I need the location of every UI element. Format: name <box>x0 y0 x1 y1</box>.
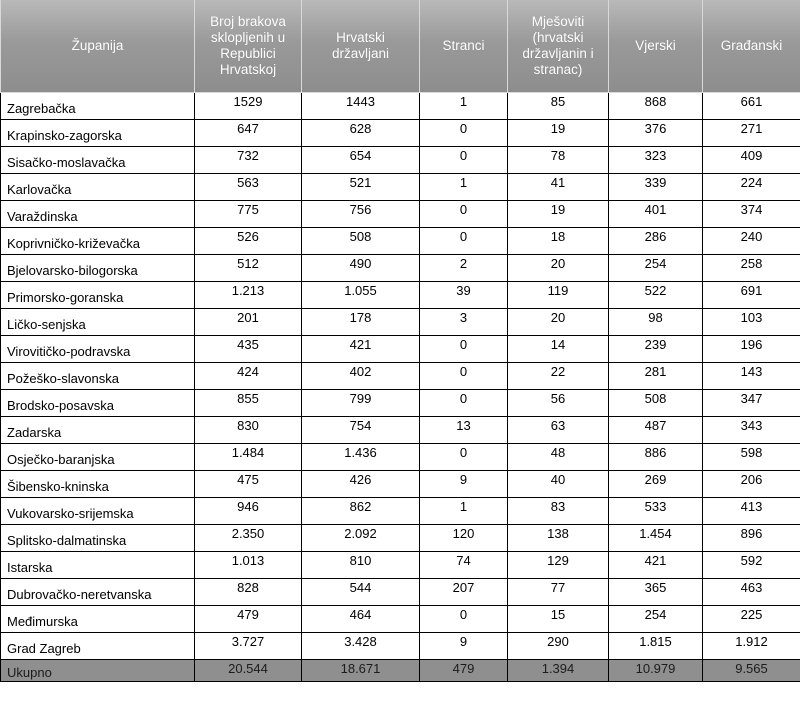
cell-foreign: 0 <box>420 606 508 633</box>
cell-religious: 239 <box>609 336 703 363</box>
cell-total: 1.213 <box>195 282 302 309</box>
cell-civil: 224 <box>703 174 800 201</box>
total-cell-civil: 9.565 <box>703 660 800 682</box>
cell-croatian: 402 <box>302 363 420 390</box>
table-row <box>1 228 800 255</box>
cell-mixed: 78 <box>508 147 609 174</box>
cell-mixed: 15 <box>508 606 609 633</box>
total-row <box>1 660 800 682</box>
cell-mixed: 41 <box>508 174 609 201</box>
cell-foreign: 0 <box>420 120 508 147</box>
cell-foreign: 120 <box>420 525 508 552</box>
table-row <box>1 417 800 444</box>
cell-foreign: 13 <box>420 417 508 444</box>
table-row <box>1 282 800 309</box>
cell-civil: 691 <box>703 282 800 309</box>
cell-mixed: 83 <box>508 498 609 525</box>
county-name: Zagrebačka <box>1 93 195 120</box>
cell-religious: 886 <box>609 444 703 471</box>
cell-total: 526 <box>195 228 302 255</box>
cell-total: 647 <box>195 120 302 147</box>
cell-croatian: 1.436 <box>302 444 420 471</box>
cell-croatian: 521 <box>302 174 420 201</box>
cell-foreign: 9 <box>420 633 508 660</box>
cell-foreign: 39 <box>420 282 508 309</box>
table-row <box>1 390 800 417</box>
cell-total: 1529 <box>195 93 302 120</box>
cell-foreign: 3 <box>420 309 508 336</box>
county-name: Šibensko-kninska <box>1 471 195 498</box>
cell-total: 435 <box>195 336 302 363</box>
table-row <box>1 336 800 363</box>
county-name: Grad Zagreb <box>1 633 195 660</box>
cell-croatian: 426 <box>302 471 420 498</box>
county-name: Požeško-slavonska <box>1 363 195 390</box>
cell-croatian: 421 <box>302 336 420 363</box>
table-row <box>1 201 800 228</box>
cell-total: 512 <box>195 255 302 282</box>
cell-civil: 206 <box>703 471 800 498</box>
header-hrvatski-drzavljani: Hrvatski državljani <box>302 0 420 93</box>
cell-civil: 661 <box>703 93 800 120</box>
cell-croatian: 799 <box>302 390 420 417</box>
cell-religious: 323 <box>609 147 703 174</box>
cell-croatian: 654 <box>302 147 420 174</box>
cell-religious: 868 <box>609 93 703 120</box>
cell-religious: 522 <box>609 282 703 309</box>
cell-croatian: 628 <box>302 120 420 147</box>
cell-total: 563 <box>195 174 302 201</box>
cell-total: 1.484 <box>195 444 302 471</box>
table-row <box>1 309 800 336</box>
cell-civil: 143 <box>703 363 800 390</box>
county-name: Primorsko-goranska <box>1 282 195 309</box>
cell-foreign: 0 <box>420 444 508 471</box>
cell-total: 830 <box>195 417 302 444</box>
cell-civil: 258 <box>703 255 800 282</box>
county-name: Krapinsko-zagorska <box>1 120 195 147</box>
total-label: Ukupno <box>1 660 195 682</box>
cell-religious: 401 <box>609 201 703 228</box>
cell-civil: 240 <box>703 228 800 255</box>
cell-total: 855 <box>195 390 302 417</box>
county-name: Osječko-baranjska <box>1 444 195 471</box>
cell-croatian: 810 <box>302 552 420 579</box>
cell-religious: 487 <box>609 417 703 444</box>
cell-foreign: 0 <box>420 147 508 174</box>
table-row <box>1 444 800 471</box>
header-gradjanski: Građanski <box>703 0 800 93</box>
cell-civil: 347 <box>703 390 800 417</box>
cell-foreign: 9 <box>420 471 508 498</box>
cell-religious: 533 <box>609 498 703 525</box>
cell-civil: 1.912 <box>703 633 800 660</box>
cell-mixed: 22 <box>508 363 609 390</box>
cell-croatian: 2.092 <box>302 525 420 552</box>
table-row <box>1 525 800 552</box>
header-zupanija: Županija <box>1 0 195 93</box>
county-name: Dubrovačko-neretvanska <box>1 579 195 606</box>
cell-total: 201 <box>195 309 302 336</box>
table-row <box>1 174 800 201</box>
header-vjerski: Vjerski <box>609 0 703 93</box>
cell-croatian: 862 <box>302 498 420 525</box>
cell-mixed: 19 <box>508 120 609 147</box>
cell-total: 479 <box>195 606 302 633</box>
cell-croatian: 490 <box>302 255 420 282</box>
cell-croatian: 544 <box>302 579 420 606</box>
cell-foreign: 1 <box>420 93 508 120</box>
cell-civil: 196 <box>703 336 800 363</box>
county-name: Splitsko-dalmatinska <box>1 525 195 552</box>
cell-total: 475 <box>195 471 302 498</box>
table-row <box>1 147 800 174</box>
county-name: Brodsko-posavska <box>1 390 195 417</box>
cell-civil: 374 <box>703 201 800 228</box>
cell-croatian: 464 <box>302 606 420 633</box>
cell-croatian: 756 <box>302 201 420 228</box>
cell-religious: 1.815 <box>609 633 703 660</box>
cell-civil: 343 <box>703 417 800 444</box>
total-cell-total: 20.544 <box>195 660 302 682</box>
cell-mixed: 18 <box>508 228 609 255</box>
cell-religious: 254 <box>609 255 703 282</box>
cell-foreign: 1 <box>420 498 508 525</box>
cell-total: 732 <box>195 147 302 174</box>
header-row <box>1 0 800 93</box>
cell-religious: 98 <box>609 309 703 336</box>
table-row <box>1 93 800 120</box>
total-cell-croatian: 18.671 <box>302 660 420 682</box>
cell-mixed: 19 <box>508 201 609 228</box>
cell-religious: 421 <box>609 552 703 579</box>
cell-foreign: 0 <box>420 363 508 390</box>
cell-mixed: 129 <box>508 552 609 579</box>
county-name: Istarska <box>1 552 195 579</box>
cell-civil: 463 <box>703 579 800 606</box>
cell-religious: 365 <box>609 579 703 606</box>
cell-civil: 225 <box>703 606 800 633</box>
cell-mixed: 20 <box>508 255 609 282</box>
county-name: Bjelovarsko-bilogorska <box>1 255 195 282</box>
cell-mixed: 290 <box>508 633 609 660</box>
table-row <box>1 471 800 498</box>
cell-total: 946 <box>195 498 302 525</box>
cell-religious: 286 <box>609 228 703 255</box>
county-name: Varaždinska <box>1 201 195 228</box>
cell-mixed: 20 <box>508 309 609 336</box>
table-row <box>1 498 800 525</box>
table-row <box>1 255 800 282</box>
cell-religious: 376 <box>609 120 703 147</box>
table-row <box>1 579 800 606</box>
table-row <box>1 552 800 579</box>
table-row <box>1 120 800 147</box>
cell-civil: 598 <box>703 444 800 471</box>
cell-mixed: 56 <box>508 390 609 417</box>
county-name: Sisačko-moslavačka <box>1 147 195 174</box>
cell-civil: 271 <box>703 120 800 147</box>
county-name: Ličko-senjska <box>1 309 195 336</box>
cell-total: 775 <box>195 201 302 228</box>
table-row <box>1 363 800 390</box>
header-mjesoviti: Mješoviti (hrvatski državljanin i stranac) <box>508 0 609 93</box>
cell-civil: 409 <box>703 147 800 174</box>
cell-foreign: 74 <box>420 552 508 579</box>
cell-civil: 592 <box>703 552 800 579</box>
cell-total: 828 <box>195 579 302 606</box>
county-name: Virovitičko-podravska <box>1 336 195 363</box>
total-cell-mixed: 1.394 <box>508 660 609 682</box>
cell-civil: 103 <box>703 309 800 336</box>
county-name: Međimurska <box>1 606 195 633</box>
total-cell-foreign: 479 <box>420 660 508 682</box>
cell-religious: 1.454 <box>609 525 703 552</box>
cell-total: 1.013 <box>195 552 302 579</box>
table-row <box>1 633 800 660</box>
cell-mixed: 77 <box>508 579 609 606</box>
cell-foreign: 0 <box>420 390 508 417</box>
cell-croatian: 508 <box>302 228 420 255</box>
cell-croatian: 754 <box>302 417 420 444</box>
cell-foreign: 0 <box>420 228 508 255</box>
header-broj-brakova: Broj brakova sklopljenih u Republici Hrvatskoj <box>195 0 302 93</box>
cell-mixed: 40 <box>508 471 609 498</box>
cell-foreign: 0 <box>420 336 508 363</box>
cell-total: 2.350 <box>195 525 302 552</box>
total-cell-religious: 10.979 <box>609 660 703 682</box>
cell-total: 3.727 <box>195 633 302 660</box>
cell-mixed: 119 <box>508 282 609 309</box>
cell-foreign: 207 <box>420 579 508 606</box>
cell-religious: 508 <box>609 390 703 417</box>
table-row <box>1 606 800 633</box>
cell-religious: 254 <box>609 606 703 633</box>
cell-religious: 269 <box>609 471 703 498</box>
cell-mixed: 63 <box>508 417 609 444</box>
cell-croatian: 1443 <box>302 93 420 120</box>
cell-croatian: 1.055 <box>302 282 420 309</box>
cell-mixed: 48 <box>508 444 609 471</box>
cell-civil: 896 <box>703 525 800 552</box>
cell-foreign: 2 <box>420 255 508 282</box>
header-stranci: Stranci <box>420 0 508 93</box>
cell-foreign: 0 <box>420 201 508 228</box>
cell-foreign: 1 <box>420 174 508 201</box>
cell-civil: 413 <box>703 498 800 525</box>
cell-mixed: 14 <box>508 336 609 363</box>
cell-mixed: 85 <box>508 93 609 120</box>
cell-croatian: 178 <box>302 309 420 336</box>
county-name: Vukovarsko-srijemska <box>1 498 195 525</box>
cell-total: 424 <box>195 363 302 390</box>
cell-mixed: 138 <box>508 525 609 552</box>
county-name: Karlovačka <box>1 174 195 201</box>
county-name: Koprivničko-križevačka <box>1 228 195 255</box>
county-name: Zadarska <box>1 417 195 444</box>
cell-religious: 339 <box>609 174 703 201</box>
cell-croatian: 3.428 <box>302 633 420 660</box>
cell-religious: 281 <box>609 363 703 390</box>
